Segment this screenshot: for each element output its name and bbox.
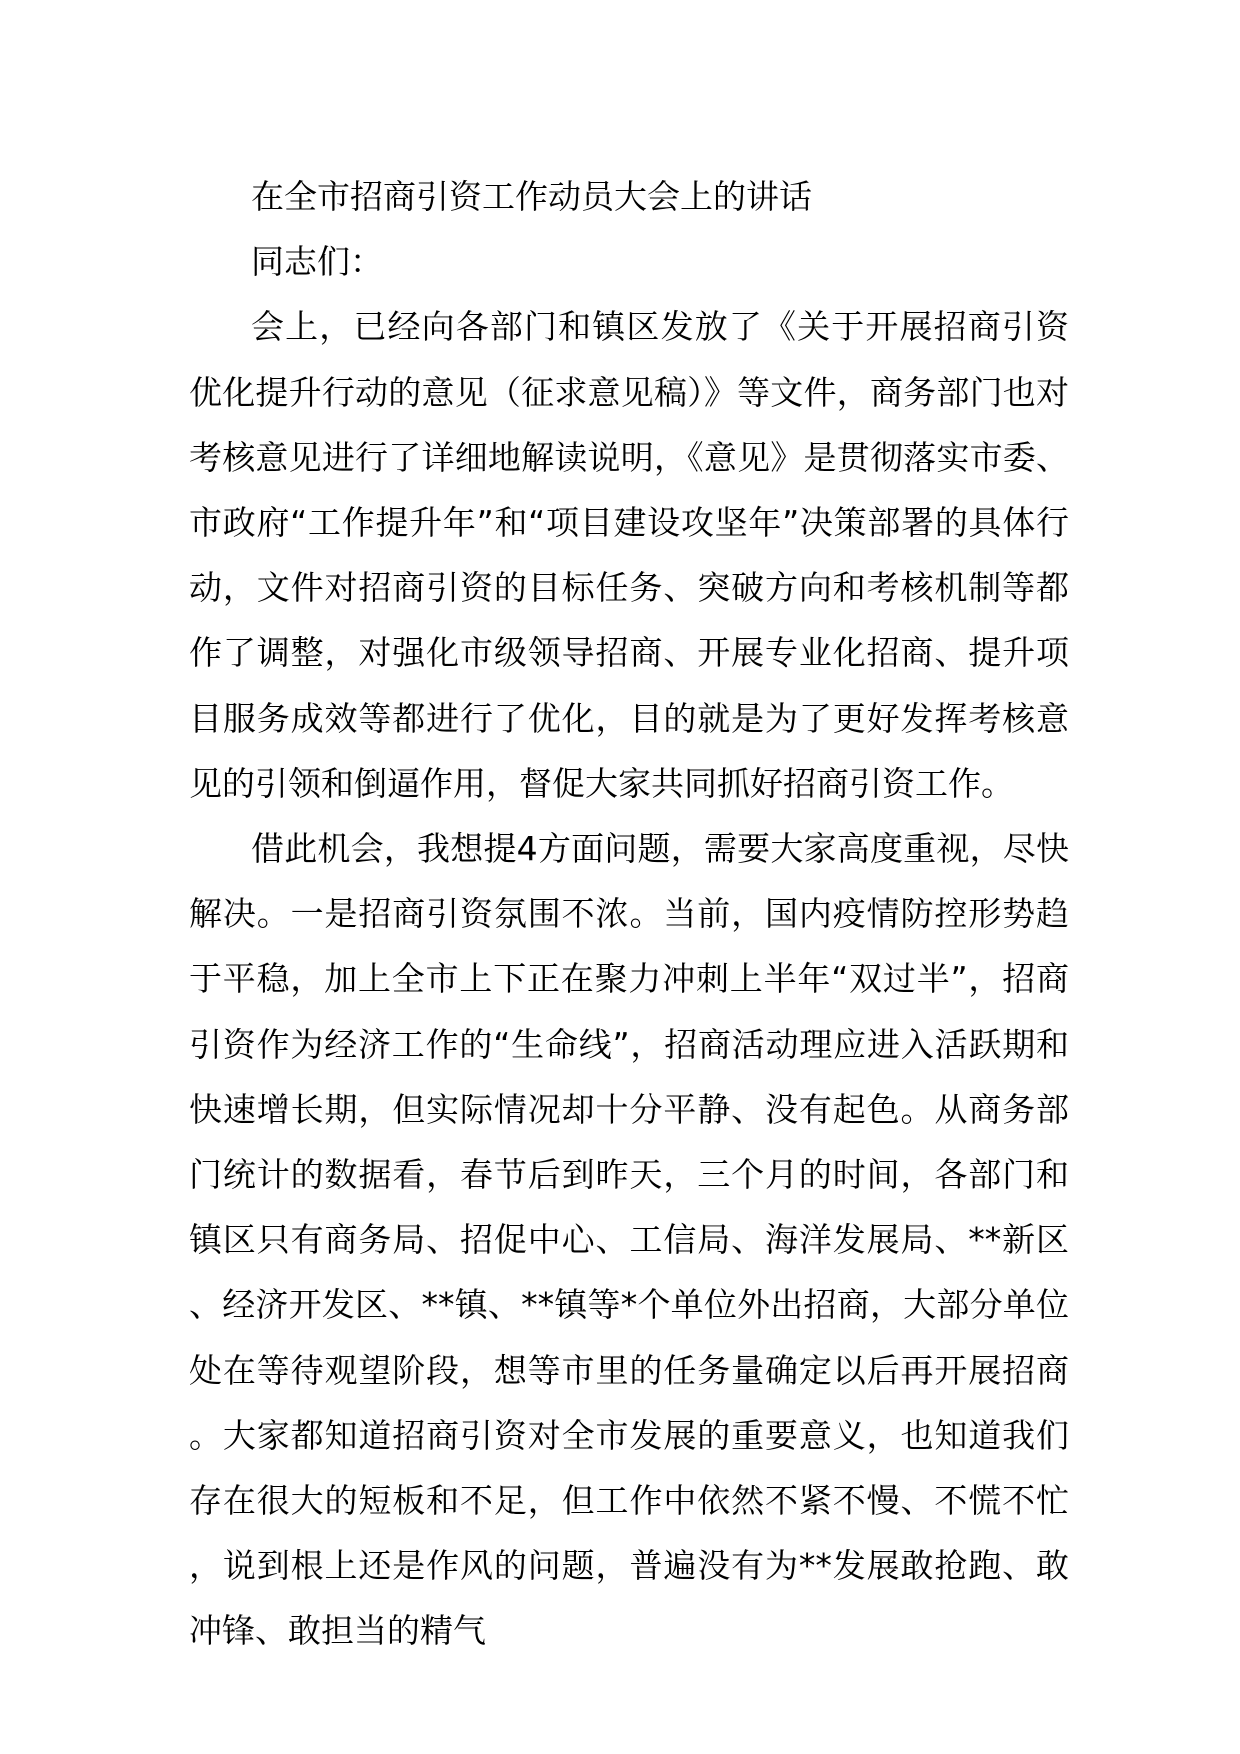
document-title: 在全市招商引资工作动员大会上的讲话 (251, 177, 812, 216)
document-body (189, 164, 1069, 1664)
body-paragraph: 会上，已经向各部门和镇区发放了《关于开展招商引资优化提升行动的意见（征求意见稿）》等文件，商务部门也对考核意见进行了详细地解读说明，《意见》是贯彻落实市委、市政府“工作提升年”和“项目建设攻坚年”决策部署的具体行动，文件对招商引资的目标任务、突破方向和考核机制等都作了调整，对强化市级领导招商、开展专业化招商、提升项目服务成效等都进行了优化，目的就是为了更好发挥考核意见的引领和倒逼作用，督促大家共同抓好招商引资工作。 (189, 307, 1069, 803)
body-paragraph: 借此机会，我想提4方面问题，需要大家高度重视，尽快解决。一是招商引资氛围不浓。当前，国内疫情防控形势趋于平稳，加上全市上下正在聚力冲刺上半年“双过半”，招商引资作为经济工作的“生命线”，招商活动理应进入活跃期和快速增长期，但实际情况却十分平静、没有起色。从商务部门统计的数据看，春节后到昨天，三个月的时间，各部门和镇区只有商务局、招促中心、工信局、海洋发展局、**新区、经济开发区、**镇、**镇等*个单位外出招商，大部分单位处在等待观望阶段，想等市里的任务量确定以后再开展招商。大家都知道招商引资对全市发展的重要意义，也知道我们存在很大的短板和不足，但工作中依然不紧不慢、不慌不忙，说到根上还是作风的问题，普遍没有为**发展敢抢跑、敢冲锋、敢担当的精气 (189, 829, 1069, 1651)
salutation: 同志们： (251, 242, 383, 282)
